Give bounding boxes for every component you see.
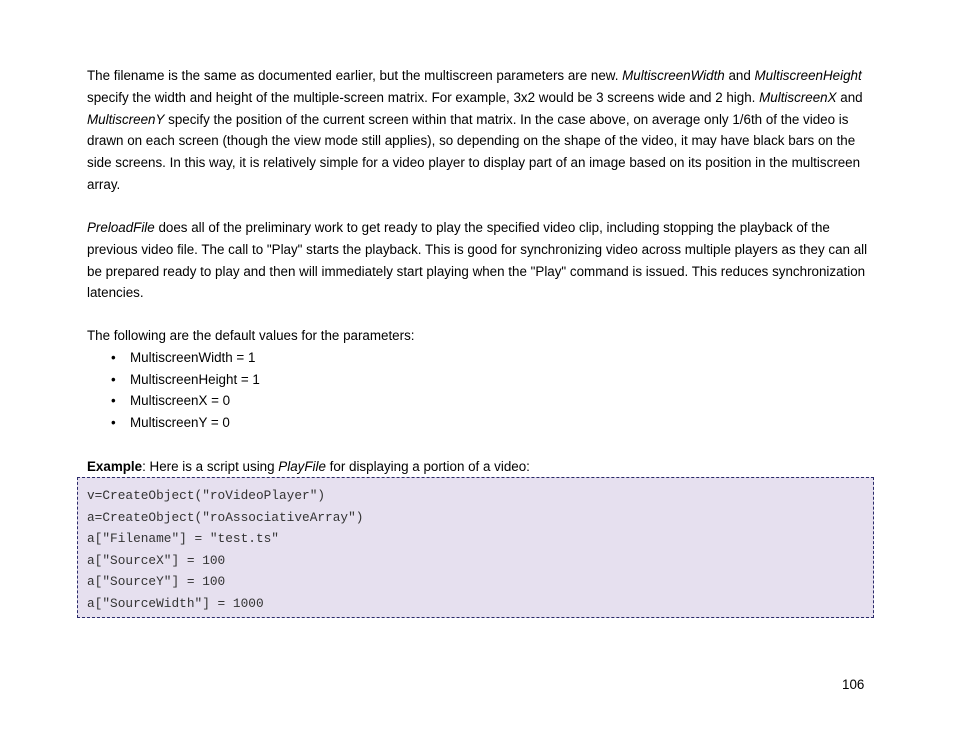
- bullet-icon: •: [111, 414, 116, 430]
- code-block: [77, 477, 874, 618]
- text-span: The filename is the same as documented earlier, but the multiscreen parameters are new.: [87, 68, 623, 83]
- code-line: a["SourceY"] = 100: [87, 574, 226, 590]
- list-item: [87, 390, 260, 412]
- term-multiscreen-height: MultiscreenHeight: [754, 68, 862, 83]
- list-item-text: MultiscreenWidth = 1: [130, 350, 256, 365]
- text-span: : Here is a script using: [142, 459, 279, 474]
- bullet-icon: •: [111, 371, 116, 387]
- page-number: 106: [842, 677, 865, 692]
- code-line: a["Filename"] = "test.ts": [87, 531, 279, 547]
- term-multiscreen-x: MultiscreenX: [759, 89, 837, 105]
- bullet-icon: •: [111, 350, 116, 365]
- list-item-text: MultiscreenX = 0: [130, 393, 231, 409]
- paragraph-preloadfile-description: [87, 217, 877, 304]
- code-line: a["SourceX"] = 100: [87, 552, 226, 568]
- defaults-intro: The following are the default values for the parameters:: [87, 328, 415, 343]
- list-item: [87, 347, 260, 369]
- list-item-text: MultiscreenHeight = 1: [130, 371, 260, 387]
- term-playfile: PlayFile: [278, 459, 326, 474]
- bullet-icon: •: [111, 393, 116, 409]
- list-item: [87, 369, 260, 391]
- example-heading: [87, 456, 877, 478]
- list-item: [87, 412, 260, 434]
- text-span: and: [724, 68, 755, 83]
- text-span: for displaying a portion of a video:: [325, 459, 530, 474]
- defaults-list: [87, 347, 260, 433]
- list-item-text: MultiscreenY = 0: [130, 414, 230, 430]
- code-line: v=CreateObject("roVideoPlayer"): [87, 488, 326, 503]
- example-label: Example: [87, 459, 143, 474]
- text-span: and: [836, 89, 863, 105]
- code-line: a=CreateObject("roAssociativeArray"): [87, 509, 364, 525]
- text-span: does all of the preliminary work to get ready to play the specified video clip, including stopping the playback of the previous video file. The call to "Play" starts the playback. This is good for synchronizing video across multiple players as they can all be prepared ready to play and then will immediately start playing when the "Play" command is issued. This reduces synchronization latencies.: [87, 220, 868, 301]
- term-multiscreen-y: MultiscreenY: [87, 111, 165, 127]
- text-span: specify the position of the current screen within that matrix. In the case above, on average only 1/6th of the video is drawn on each screen (though the view mode still applies), so depending on the shape of the video, it may have black bars on the side screens. In this way, it is relatively simple for a video player to display part of an image based on its position in the multiscreen array.: [87, 111, 861, 192]
- code-line: a["SourceWidth"] = 1000: [87, 595, 264, 611]
- paragraph-multiscreen-description: [87, 65, 877, 196]
- term-preloadfile: PreloadFile: [87, 220, 155, 235]
- text-span: specify the width and height of the multiple-screen matrix. For example, 3x2 would be 3 screens wide and 2 high.: [87, 89, 760, 105]
- term-multiscreen-width: MultiscreenWidth: [622, 68, 725, 83]
